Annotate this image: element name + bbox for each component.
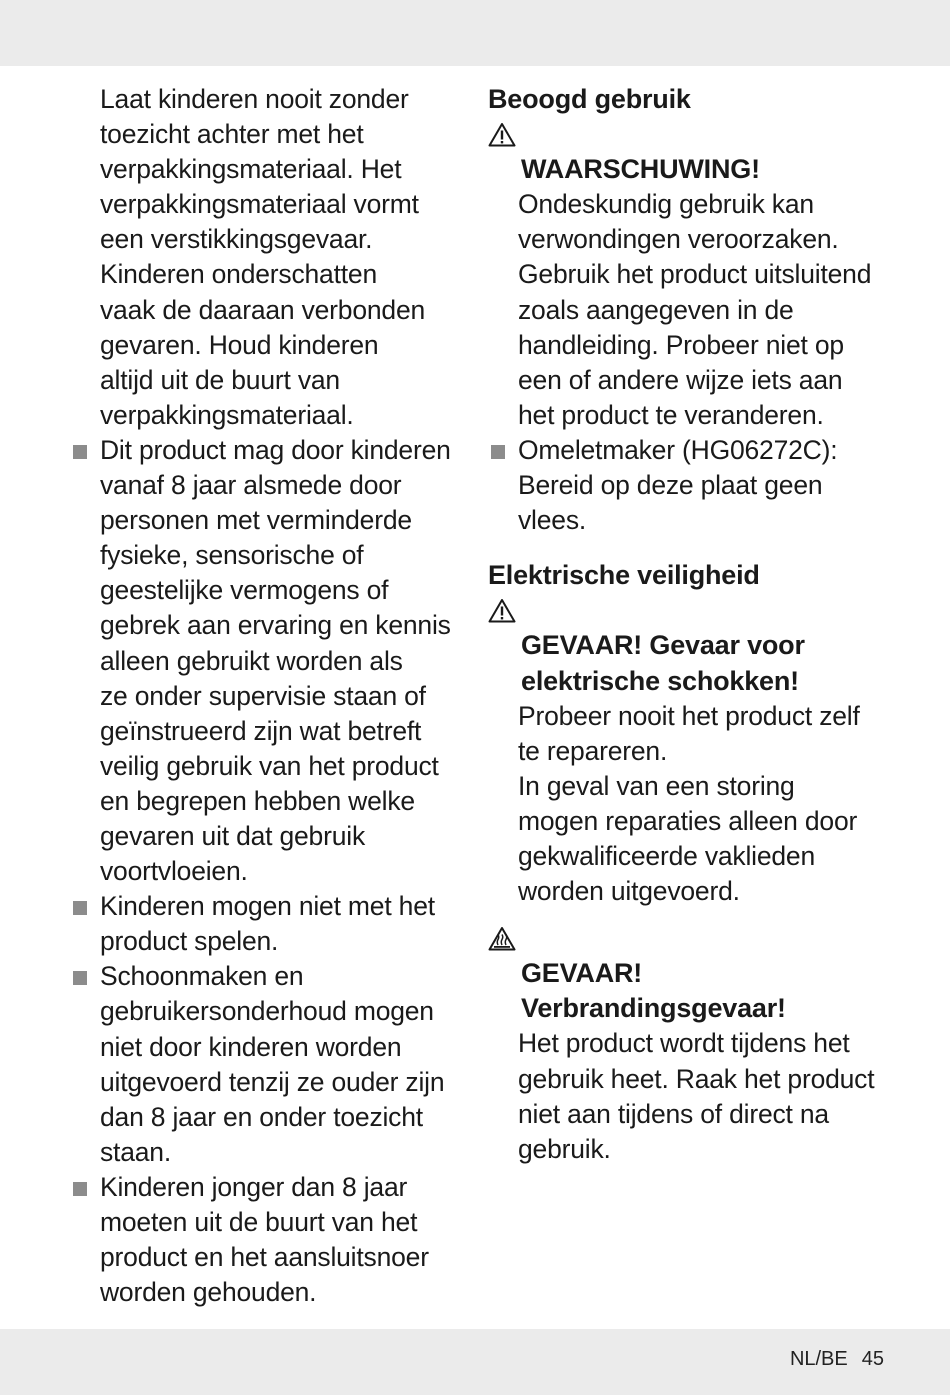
top-band [0, 0, 950, 66]
danger-title-burn [488, 921, 888, 1026]
page-footer [790, 1348, 884, 1371]
danger-title-burn-text: GEVAAR! Verbrandingsgevaar! [521, 958, 786, 1024]
danger-title-electric-text: GEVAAR! Gevaar voor elektrische schokken! [521, 630, 805, 696]
warning-triangle-icon [488, 122, 516, 147]
list-item: Dit product mag door kinderen vanaf 8 jaar alsmede door personen met verminderde fysieke, sensorische of geestelijke vermogens of gebrek aan ervaring en kennis alleen gebruikt worden als ze onder supervisie staan of geïnstrueerd zijn wat betreft veilig gebruik van het product en begrepen hebben welke gevaren uit dat gebruik voortvloeien. [70, 433, 470, 889]
warning-triangle-icon [488, 598, 516, 623]
warning-title [488, 117, 888, 187]
danger-text-electric: Probeer nooit het product zelf te repareren. In geval van een storing mogen reparaties alleen door gekwalificeerde vaklieden worden uitgevoerd. [518, 700, 860, 907]
left-column [70, 82, 470, 1310]
list-item: Schoonmaken en gebruikersonderhoud mogen niet door kinderen worden uitgevoerd tenzij ze ouder zijn dan 8 jaar en onder toezicht staan. [70, 959, 470, 1170]
list-item: Kinderen mogen niet met het product spelen. [70, 889, 470, 959]
intro-paragraph: Laat kinderen nooit zonder toezicht achter met het verpakkingsmateriaal. Het verpakkingsmateriaal vormt een verstikkingsgevaar. Kinderen onderschatten vaak de daaraan verbonden gevaren. Houd kinderen altijd uit de buurt van verpakkingsmateriaal. [100, 84, 426, 430]
list-item: Omeletmaker (HG06272C): Bereid op deze plaat geen vlees. [488, 433, 888, 538]
list-item: Kinderen jonger dan 8 jaar moeten uit de buurt van het product en het aansluitsnoer worden gehouden. [70, 1170, 470, 1310]
spacer [488, 909, 888, 921]
warning-title-text: WAARSCHUWING! [521, 154, 760, 185]
hot-surface-warning-icon [488, 926, 516, 951]
page-number: 45 [861, 1348, 884, 1370]
danger-title-electric [488, 593, 888, 698]
footer-language: NL/BE [789, 1348, 848, 1370]
danger-text-burn: Het product wordt tijdens het gebruik heet. Raak het product niet aan tijdens of direct na gebruik. [518, 1028, 875, 1164]
section-heading-electrical-safety: Elektrische veiligheid [488, 560, 760, 591]
warning-text: Ondeskundig gebruik kan verwondingen veroorzaken. Gebruik het product uitsluitend zoals aangegeven in de handleiding. Probeer niet op een of andere wijze iets aan het product te veranderen. [518, 189, 872, 430]
right-column [488, 82, 888, 1167]
section-heading-intended-use: Beoogd gebruik [488, 84, 691, 114]
spacer [488, 538, 888, 558]
